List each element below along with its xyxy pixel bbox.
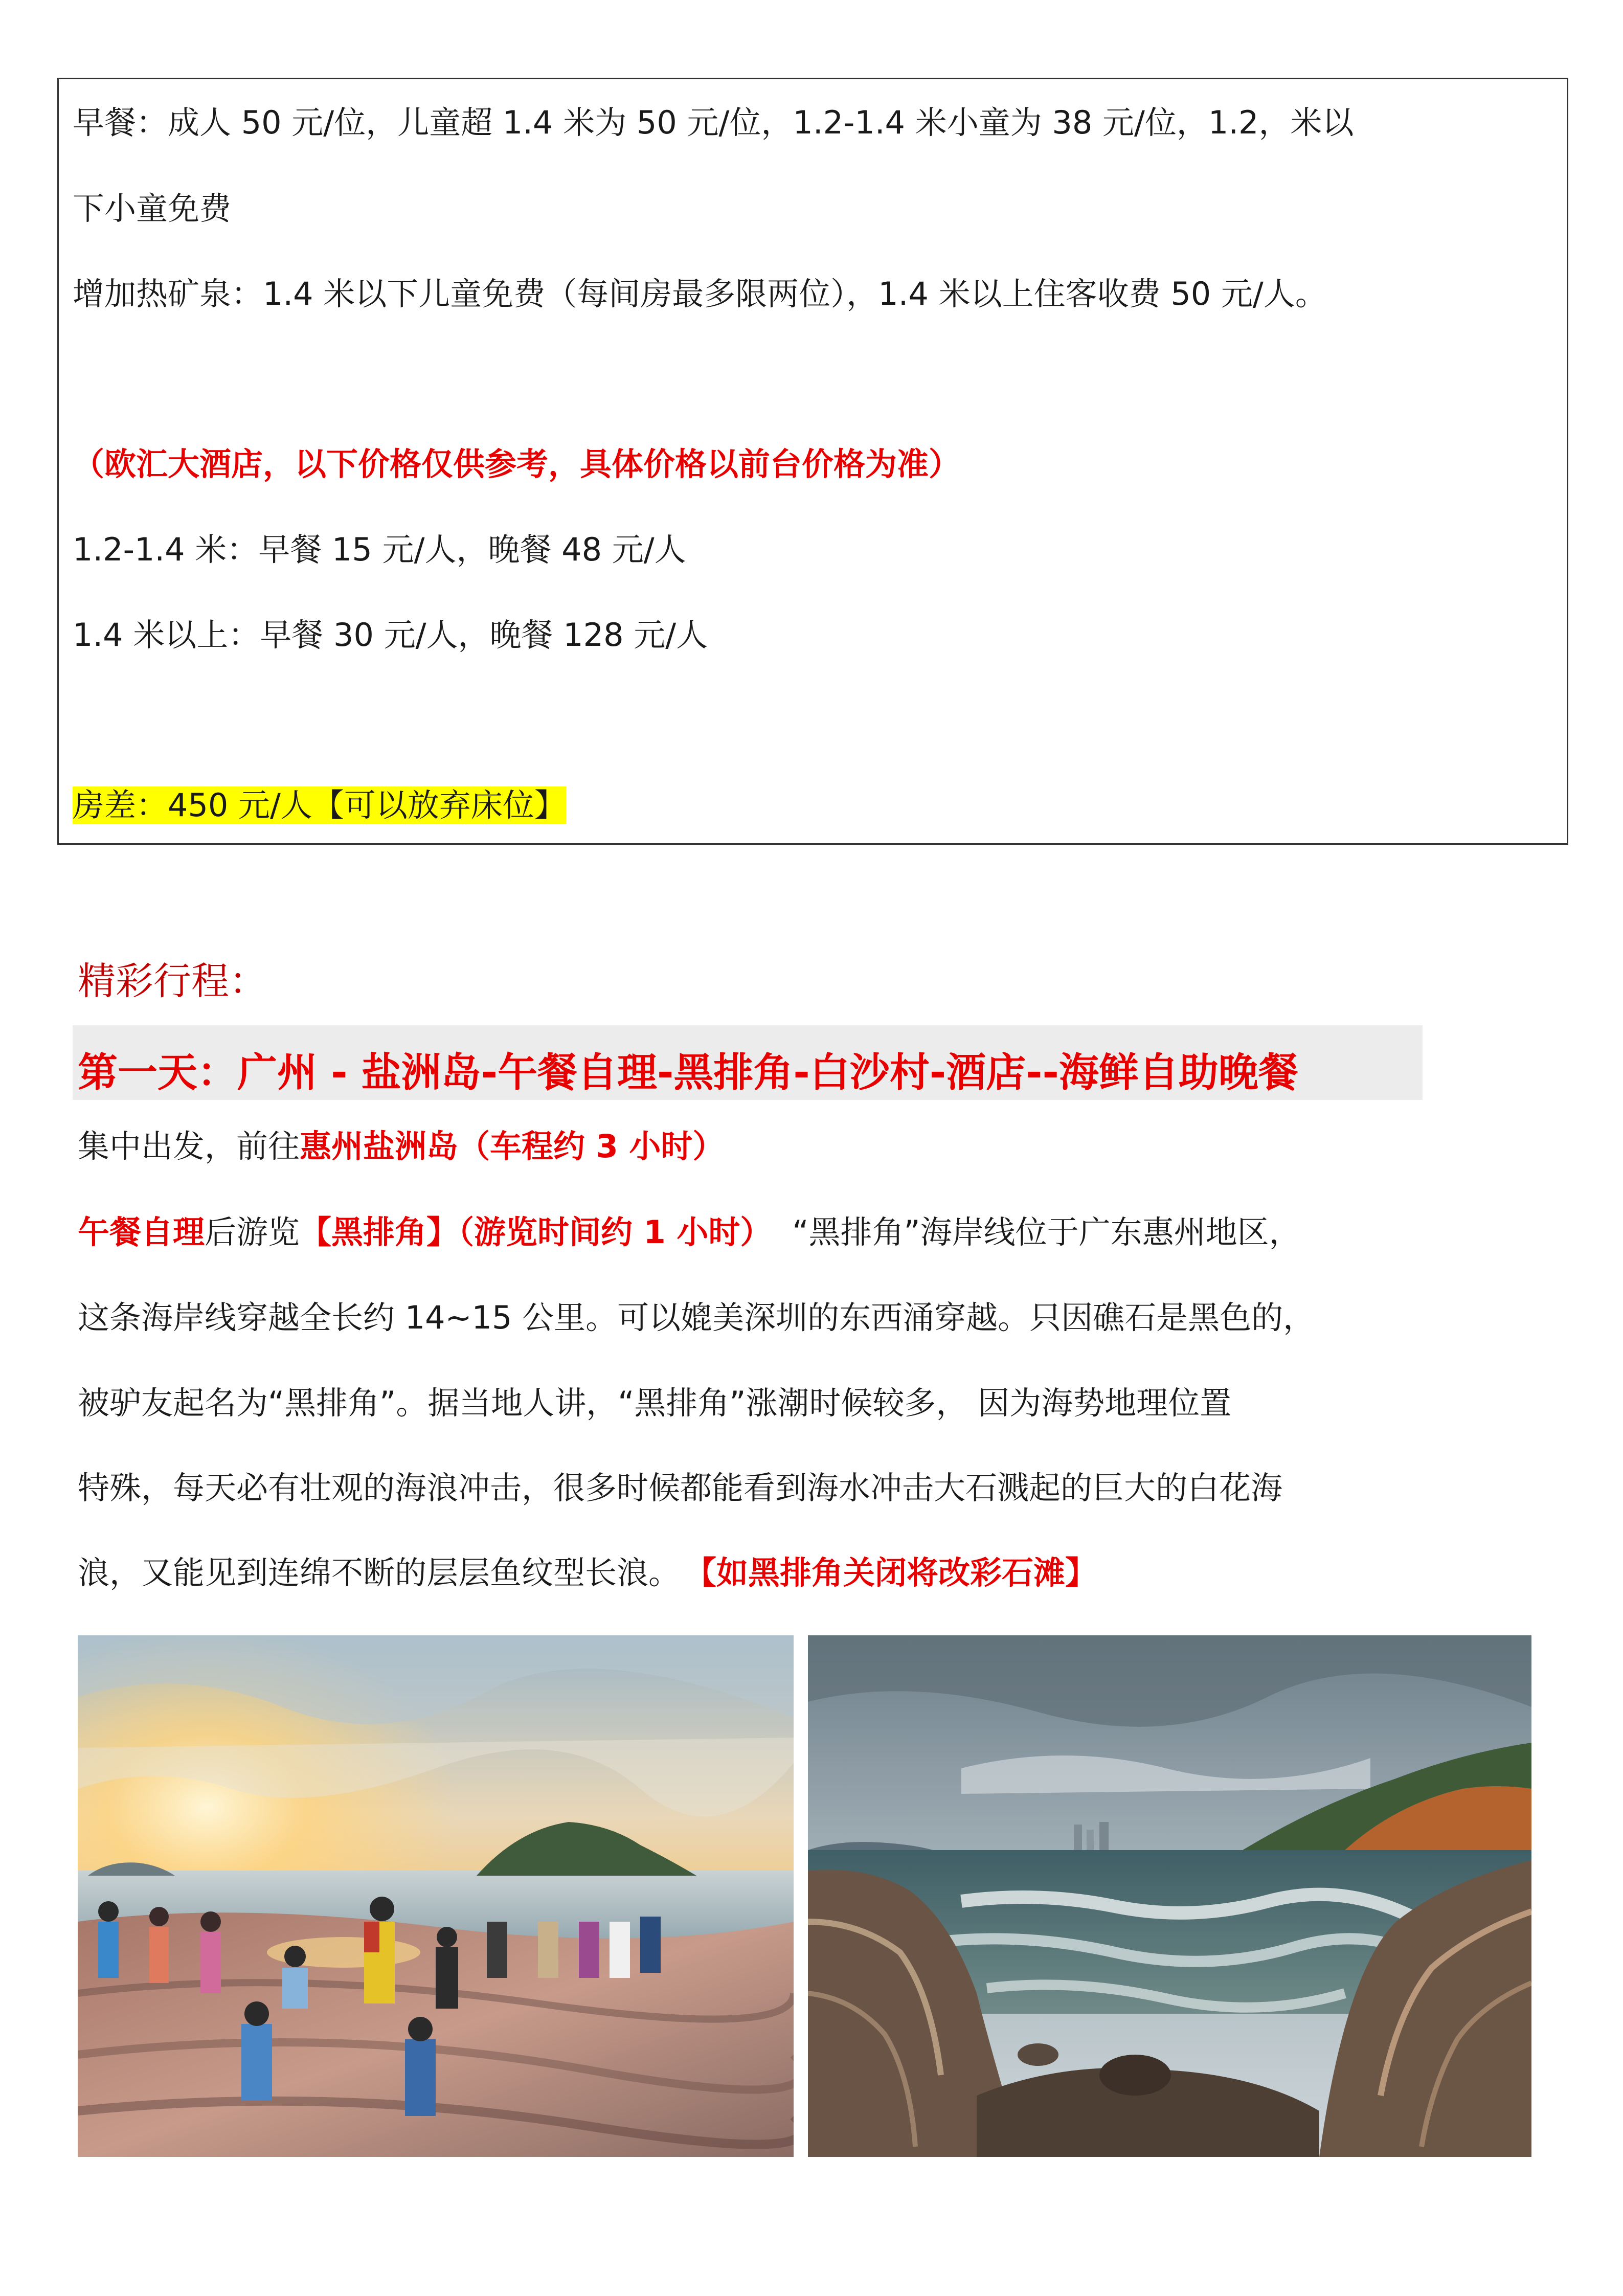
day1-desc-line-1: [78, 1212, 1301, 1253]
day1-title: 第一天：广州 - 盐洲岛-午餐自理-黑排角-白沙村-酒店--海鲜自助晚餐: [78, 1050, 1298, 1096]
day1-desc-line-2: 这条海岸线穿越全长约 14~15 公里。可以媲美深圳的东西涌穿越。只因礁石是黑色的，: [78, 1299, 1315, 1336]
day1-desc-line-3: 被驴友起名为“黑排角”。据当地人讲，“黑排角”涨潮时候较多， 因为海势地理位置: [78, 1384, 1232, 1422]
breakfast-price-line-cont: 下小童免费: [73, 190, 232, 227]
photo-rocky-coast: [808, 1635, 1531, 2157]
section-title: 精彩行程：: [78, 959, 267, 1003]
price-child-12-14: 1.2-1.4 米：早餐 15 元/人，晚餐 48 元/人: [73, 531, 686, 568]
depart-prefix: 集中出发，前往: [78, 1128, 300, 1165]
lunch-self-paid: 午餐自理: [78, 1213, 205, 1251]
day1-depart-line: [78, 1126, 724, 1167]
spot-name: 【黑排角】（游览时间约 1 小时）: [300, 1213, 772, 1251]
photo-sunset-rocks: [78, 1635, 794, 2157]
day1-desc-line-4: 特殊，每天必有壮观的海浪冲击，很多时候都能看到海水冲击大石溅起的巨大的白花海: [78, 1469, 1283, 1506]
ouhui-hotel-note: （欧汇大酒店，以下价格仅供参考，具体价格以前台价格为准）: [73, 445, 961, 483]
day1-title-bar: [73, 1025, 1423, 1100]
depart-destination: 惠州盐洲岛（车程约 3 小时）: [300, 1128, 725, 1165]
desc-text-5: 浪，又能见到连绵不断的层层鱼纹型长浪。: [78, 1554, 681, 1591]
day1-desc-line-5: [78, 1552, 1097, 1593]
visit-text: 后游览: [205, 1213, 300, 1251]
room-difference: [73, 785, 566, 826]
room-difference-text: 房差：450 元/人【可以放弃床位】: [73, 786, 566, 824]
alt-route-note: 【如黑排角关闭将改彩石滩】: [701, 1554, 1097, 1591]
breakfast-price-line: 早餐：成人 50 元/位，儿童超 1.4 米为 50 元/位，1.2-1.4 米小童为 38 元/位，1.2，米以: [73, 104, 1354, 141]
desc-text-1: “黑排角”海岸线位于广东惠州地区，: [792, 1213, 1301, 1251]
price-above-14: 1.4 米以上：早餐 30 元/人，晚餐 128 元/人: [73, 616, 708, 654]
hotspring-price-line: 增加热矿泉：1.4 米以下儿童免费（每间房最多限两位），1.4 米以上住客收费 50 元/人。: [73, 275, 1327, 312]
